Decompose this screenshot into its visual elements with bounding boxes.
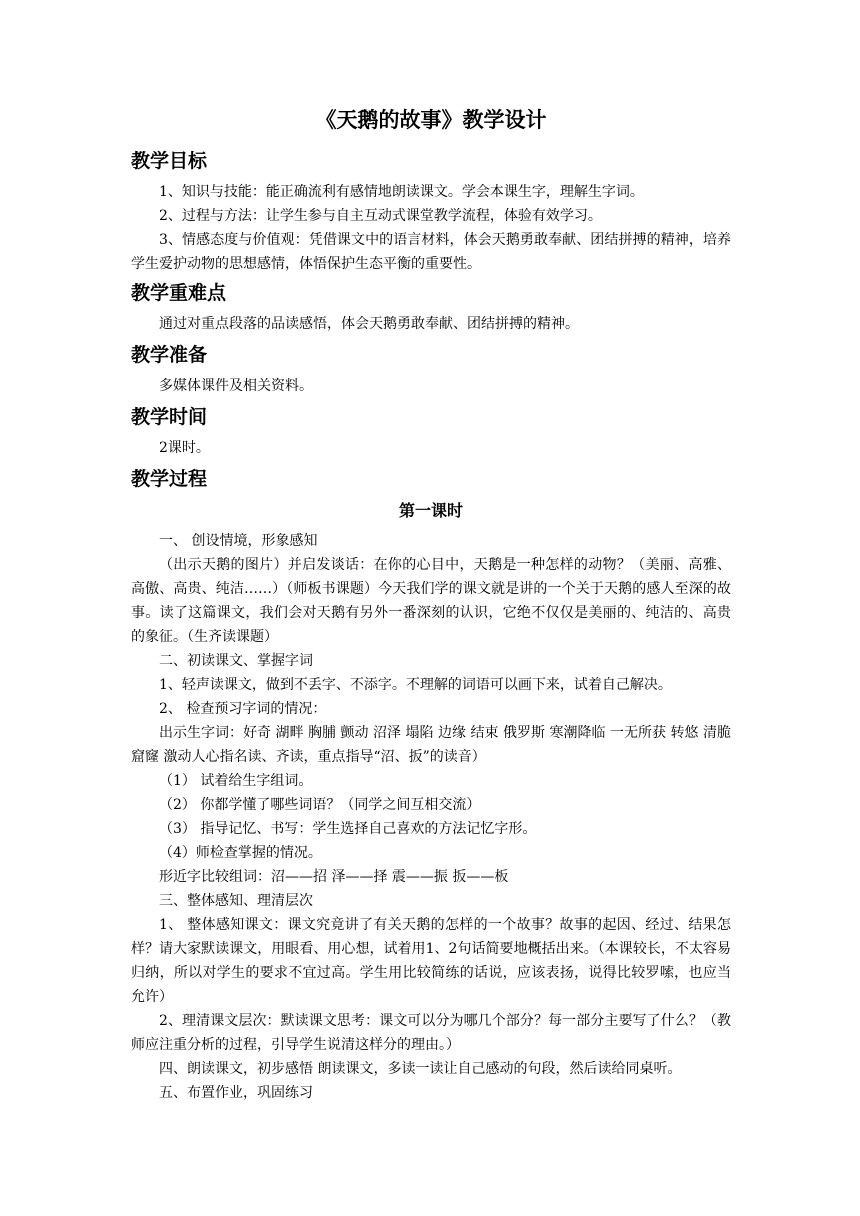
section-heading-process: 教学过程 (131, 468, 208, 490)
process-paragraph: 四、朗读课文，初步感悟 朗读课文，多读一读让自己感动的句段，然后读给同桌听。 (159, 1061, 682, 1077)
process-paragraph: （3） 指导记忆、书写：学生选择自己喜欢的方法记忆字形。 (159, 821, 537, 837)
process-paragraph: 一、 创设情境，形象感知 (159, 533, 318, 549)
time-text: 2课时。 (159, 440, 210, 456)
process-paragraph: 三、整体感知、理清层次 (159, 893, 313, 909)
process-paragraph: （出示天鹅的图片）并启发谈话：在你的心目中，天鹅是一种怎样的动物？（美丽、高雅、高傲、高贵、纯洁……）（师板书课题）今天我们学的课文就是讲的一个关于天鹅的感人至深的故事。读了这篇课文，我们会对天鹅有另外一番深刻的认识，它绝不仅仅是美丽的、纯洁的、高贵的象征。（生齐读课题） (131, 557, 731, 645)
section-heading-objectives: 教学目标 (131, 150, 208, 172)
document-title: 《天鹅的故事》教学设计 (315, 108, 547, 132)
process-paragraph: （4）师检查掌握的情况。 (159, 845, 322, 861)
process-paragraph: 五、布置作业，巩固练习 (159, 1085, 313, 1101)
preparation-text: 多媒体课件及相关资料。 (159, 378, 313, 394)
section-heading-key-points: 教学重难点 (131, 282, 227, 304)
objective-item-2: 2、过程与方法：让学生参与自主互动式课堂教学流程，体验有效学习。 (159, 208, 602, 224)
section-heading-preparation: 教学准备 (131, 344, 208, 366)
objective-item-3: 3、情感态度与价值观：凭借课文中的语言材料，体会天鹅勇敢奉献、团结拼搏的精神，培养学生爱护动物的思想感情，体悟保护生态平衡的重要性。 (131, 232, 731, 272)
process-paragraph: （2） 你都学懂了哪些词语？（同学之间互相交流） (159, 797, 481, 813)
process-paragraph: （1） 试着给生字组词。 (159, 773, 313, 789)
lesson-title: 第一课时 (398, 501, 463, 520)
process-paragraph: 1、 整体感知课文：课文究竟讲了有关天鹅的怎样的一个故事？故事的起因、经过、结果怎样？请大家默读课文，用眼看、用心想，试着用1、2句话简要地概括出来。（本课较长，不太容易归纳，所以对学生的要求不宜过高。学生用比较简练的话说，应该表扬，说得比较罗嗦，也应当允许） (131, 917, 731, 1005)
process-paragraph: 1、轻声读课文，做到不丢字、不添字。不理解的词语可以画下来，试着自己解决。 (159, 677, 672, 693)
process-paragraph: 二、初读课文、掌握字词 (159, 653, 313, 669)
section-heading-time: 教学时间 (131, 406, 208, 428)
process-paragraph: 2、 检查预习字词的情况： (159, 701, 327, 717)
key-points-text: 通过对重点段落的品读感悟，体会天鹅勇敢奉献、团结拼搏的精神。 (159, 316, 579, 332)
process-paragraph: 出示生字词：好奇 湖畔 胸脯 颤动 沼泽 塌陷 边缘 结束 俄罗斯 寒潮降临 一无所获 转悠 清脆 窟窿 激动人心指名读、齐读，重点指导“沼、扳”的读音） (131, 725, 731, 765)
document-body (131, 100, 731, 1105)
process-paragraph: 2、理清课文层次：默读课文思考：课文可以分为哪几个部分？每一部分主要写了什么？（教师应注重分析的过程，引导学生说清这样分的理由。） (131, 1013, 731, 1053)
process-paragraph: 形近字比较组词：沼——招 泽——择 震——振 扳——板 (159, 869, 509, 885)
objective-item-1: 1、知识与技能：能正确流利有感情地朗读课文。学会本课生字，理解生字词。 (159, 184, 644, 200)
